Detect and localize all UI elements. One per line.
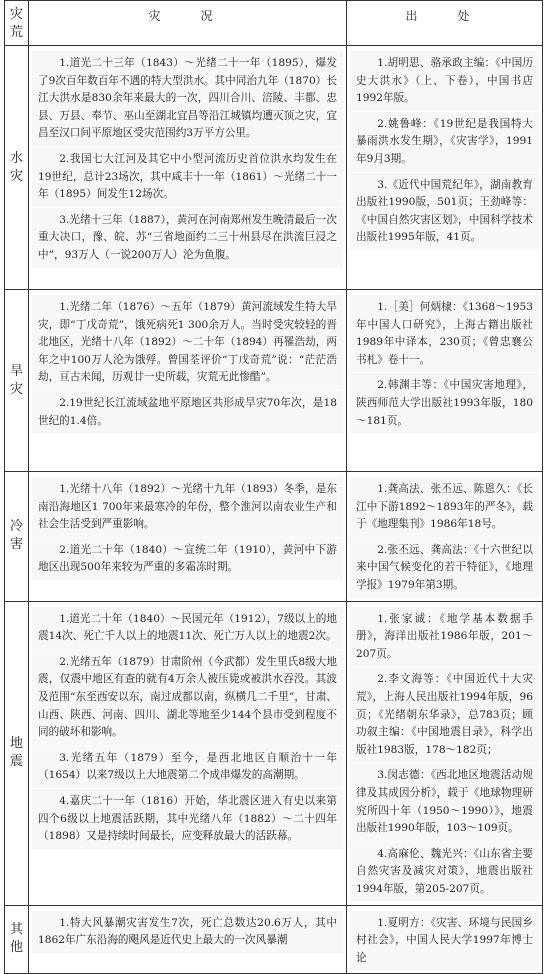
situation-item: 1.光绪十八年（1892）～光绪十九年（1893）冬季，是东南沿海地区1 700年来最寒冷的年份，整个淮河以南农业生产和社会生活受到严重影响。 [32,477,343,537]
header-situation-text: 灾 况 [148,9,227,23]
source-item: 2.姚鲁峰：《19世纪是我国特大暴雨洪水发生期》，《灾害学》，1991年9月3期。 [350,112,539,172]
situation-item: 2.道光二十年（1840）～宣统二年（1910），黄河中下游地区出现500年来较为严重的多霜冻时期。 [32,538,343,580]
category-cell [5,472,29,602]
table-row [5,905,543,974]
situation-cell [29,905,347,974]
category-cell [5,290,29,472]
table-row [5,290,543,472]
category-char: 他 [9,940,23,956]
source-item: 3.《近代中国荒纪年》，湖南教育出版社1990版，501页；王劲峰等：《中国自然灾害区划》，中国科学技术出版社1995年版，41页。 [350,173,539,250]
situation-item: 1.特大风暴潮灾害发生7次，死亡总数达20.6万人，其中1862年广东沿海的飓风是近代史上最大的一次风暴潮 [32,911,343,953]
situation-item: 1.光绪二年（1876）～五年（1879）黄河流域发生特大旱灾，即“丁戊奇荒”，饿死病死1 300余万人。当时受灾较轻的晋北地区，光绪十八年（1892）～二十年（1894）再罹浩劫，两年之中100万人沦为饿殍。曾国荃评价“丁戊奇荒”说：“茫茫浩劫，亘古未闻，历观廿一史所载，灾荒无此惨酷”。 [32,295,343,390]
header-situation [29,1,347,46]
situation-cell [29,46,347,290]
situation-item: 2.我国七大江河及其它中小型河流历史首位洪水均发生在19世纪，总计23场次，其中咸丰十一年（1861）～光绪二十一年（1895）间发生12场次。 [32,147,343,207]
situation-item: 3.光绪五年（1879）至今，是西北地区自顺治十一年（1654）以来7级以上大地震第二个成串爆发的高潮期。 [32,746,343,788]
source-item: 1.夏明方：《灾害、环境与民国乡村社会》，中国人民大学1997年博士论 [350,911,539,971]
situation-item: 2.19世纪长江流域盆地平原地区共形成旱灾70年次，是18世纪的1.4倍。 [32,391,343,433]
situation-item: 1.道光二十三年（1843）～光绪二十一年（1895），爆发了9次百年数百年不遇的特大型洪水。其中同治九年（1870）长江大洪水是830余年来最大的一次，四川合川、涪陵、丰都、忠县、万县、奉节、巫山至湖北宜昌等沿江城镇均遭灭顶之灾，宜昌至汉口间平原地区受灾范围约3万平方公里。 [32,51,343,146]
category-char: 水 [9,150,23,166]
source-item: 1.［美］何炳棣：《1368～1953年中国人口研究》，上海古籍出版社1989年中译本，230页；《曾忠襄公书札》卷十一。 [350,295,539,372]
source-item: 3.闵志德：《西北地区地震活动规律及其成因分析》，载于《地球物理研究所四十年（1950～1990）》，地震出版社1990年版，103～109页。 [350,763,539,840]
source-item: 1.胡明思、骆承政主编：《中国历史大洪水》（上、下卷），中国书店1992年版。 [350,51,539,111]
table-row [5,472,543,602]
source-item: 4.高麻伦、魏光兴：《山东省主要自然灾害及减灾对策》，地震出版社1994年版，第205-207页。 [350,842,539,902]
category-char: 灾 [9,381,23,397]
header-row [5,1,543,46]
source-cell [347,290,543,472]
source-item: 2.张丕远、龚高法：《十六世纪以来中国气候变化的若干特征》，《地理学报》1979年第3期。 [350,538,539,598]
category-char: 灾 [9,168,23,184]
header-source [347,1,543,46]
situation-cell [29,472,347,602]
source-item: 1.张家诚：《地学基本数据手册》，海洋出版社1986年版，201～207页。 [350,607,539,667]
disaster-table [4,0,543,974]
source-cell [347,472,543,602]
category-char: 旱 [9,363,23,379]
category-char: 冷 [9,519,23,535]
category-cell [5,601,29,905]
source-cell [347,46,543,290]
table-row [5,601,543,905]
header-source-text: 出 处 [405,9,484,23]
source-cell [347,905,543,974]
category-char: 地 [9,736,23,752]
situation-item: 2.光绪五年（1879）甘肃阶州（今武都）发生里氏8级大地震，仅震中地区有查的就有4万余人被压毙或被洪水吞没。其波及范围“东至西安以东，南过成都以南，纵横几二千里”，甘肃、山西、陕西、河南、四川、湖北等地至少144个县市受到程度不同的破坏和影响。 [32,650,343,745]
category-cell [5,905,29,974]
category-char: 震 [9,754,23,770]
situation-item: 4.嘉庆二十一年（1816）开始，华北震区进入有史以来第四个6级以上地震活跃期，其中光绪八年（1882）～二十四年（1898）又是持续时间最长，应变释放最大的活跃幕。 [32,789,343,849]
header-category [5,1,29,46]
category-char: 其 [9,922,23,938]
situation-item: 3.光绪十三年（1887），黄河在河南郑州发生晚清最后一次重大决口，豫、皖、苏“三省地面约二三十州县尽在洪流巨浸之中”，93万人（一说200万人）沦为鱼腹。 [32,208,343,268]
situation-item: 1.道光二十年（1840）～民国元年（1912），7级以上的地震14次、死亡千人以上的地震11次、死亡万人以上的地震2次。 [32,607,343,649]
category-cell [5,46,29,290]
category-char: 害 [9,537,23,553]
source-item: 1.龚高法、张丕远、陈恩久：《长江中下游1892～1893年的严冬》，载于《地理集刊》1986年18号。 [350,477,539,537]
source-item: 2.韩渊丰等：《中国灾害地理》，陕西师范大学出版社1993年版，180～181页。 [350,373,539,433]
source-cell [347,601,543,905]
situation-cell [29,601,347,905]
source-item: 2.李文海等：《中国近代十大灾荒》，上海人民出版社1994年版，96页；《光绪朝东华录》，总783页；顾功叙主编：《中国地震目录》，科学出版社1983版，178～182页； [350,667,539,762]
table-row [5,46,543,290]
header-category-text: 灾荒 [9,7,23,40]
situation-cell [29,290,347,472]
